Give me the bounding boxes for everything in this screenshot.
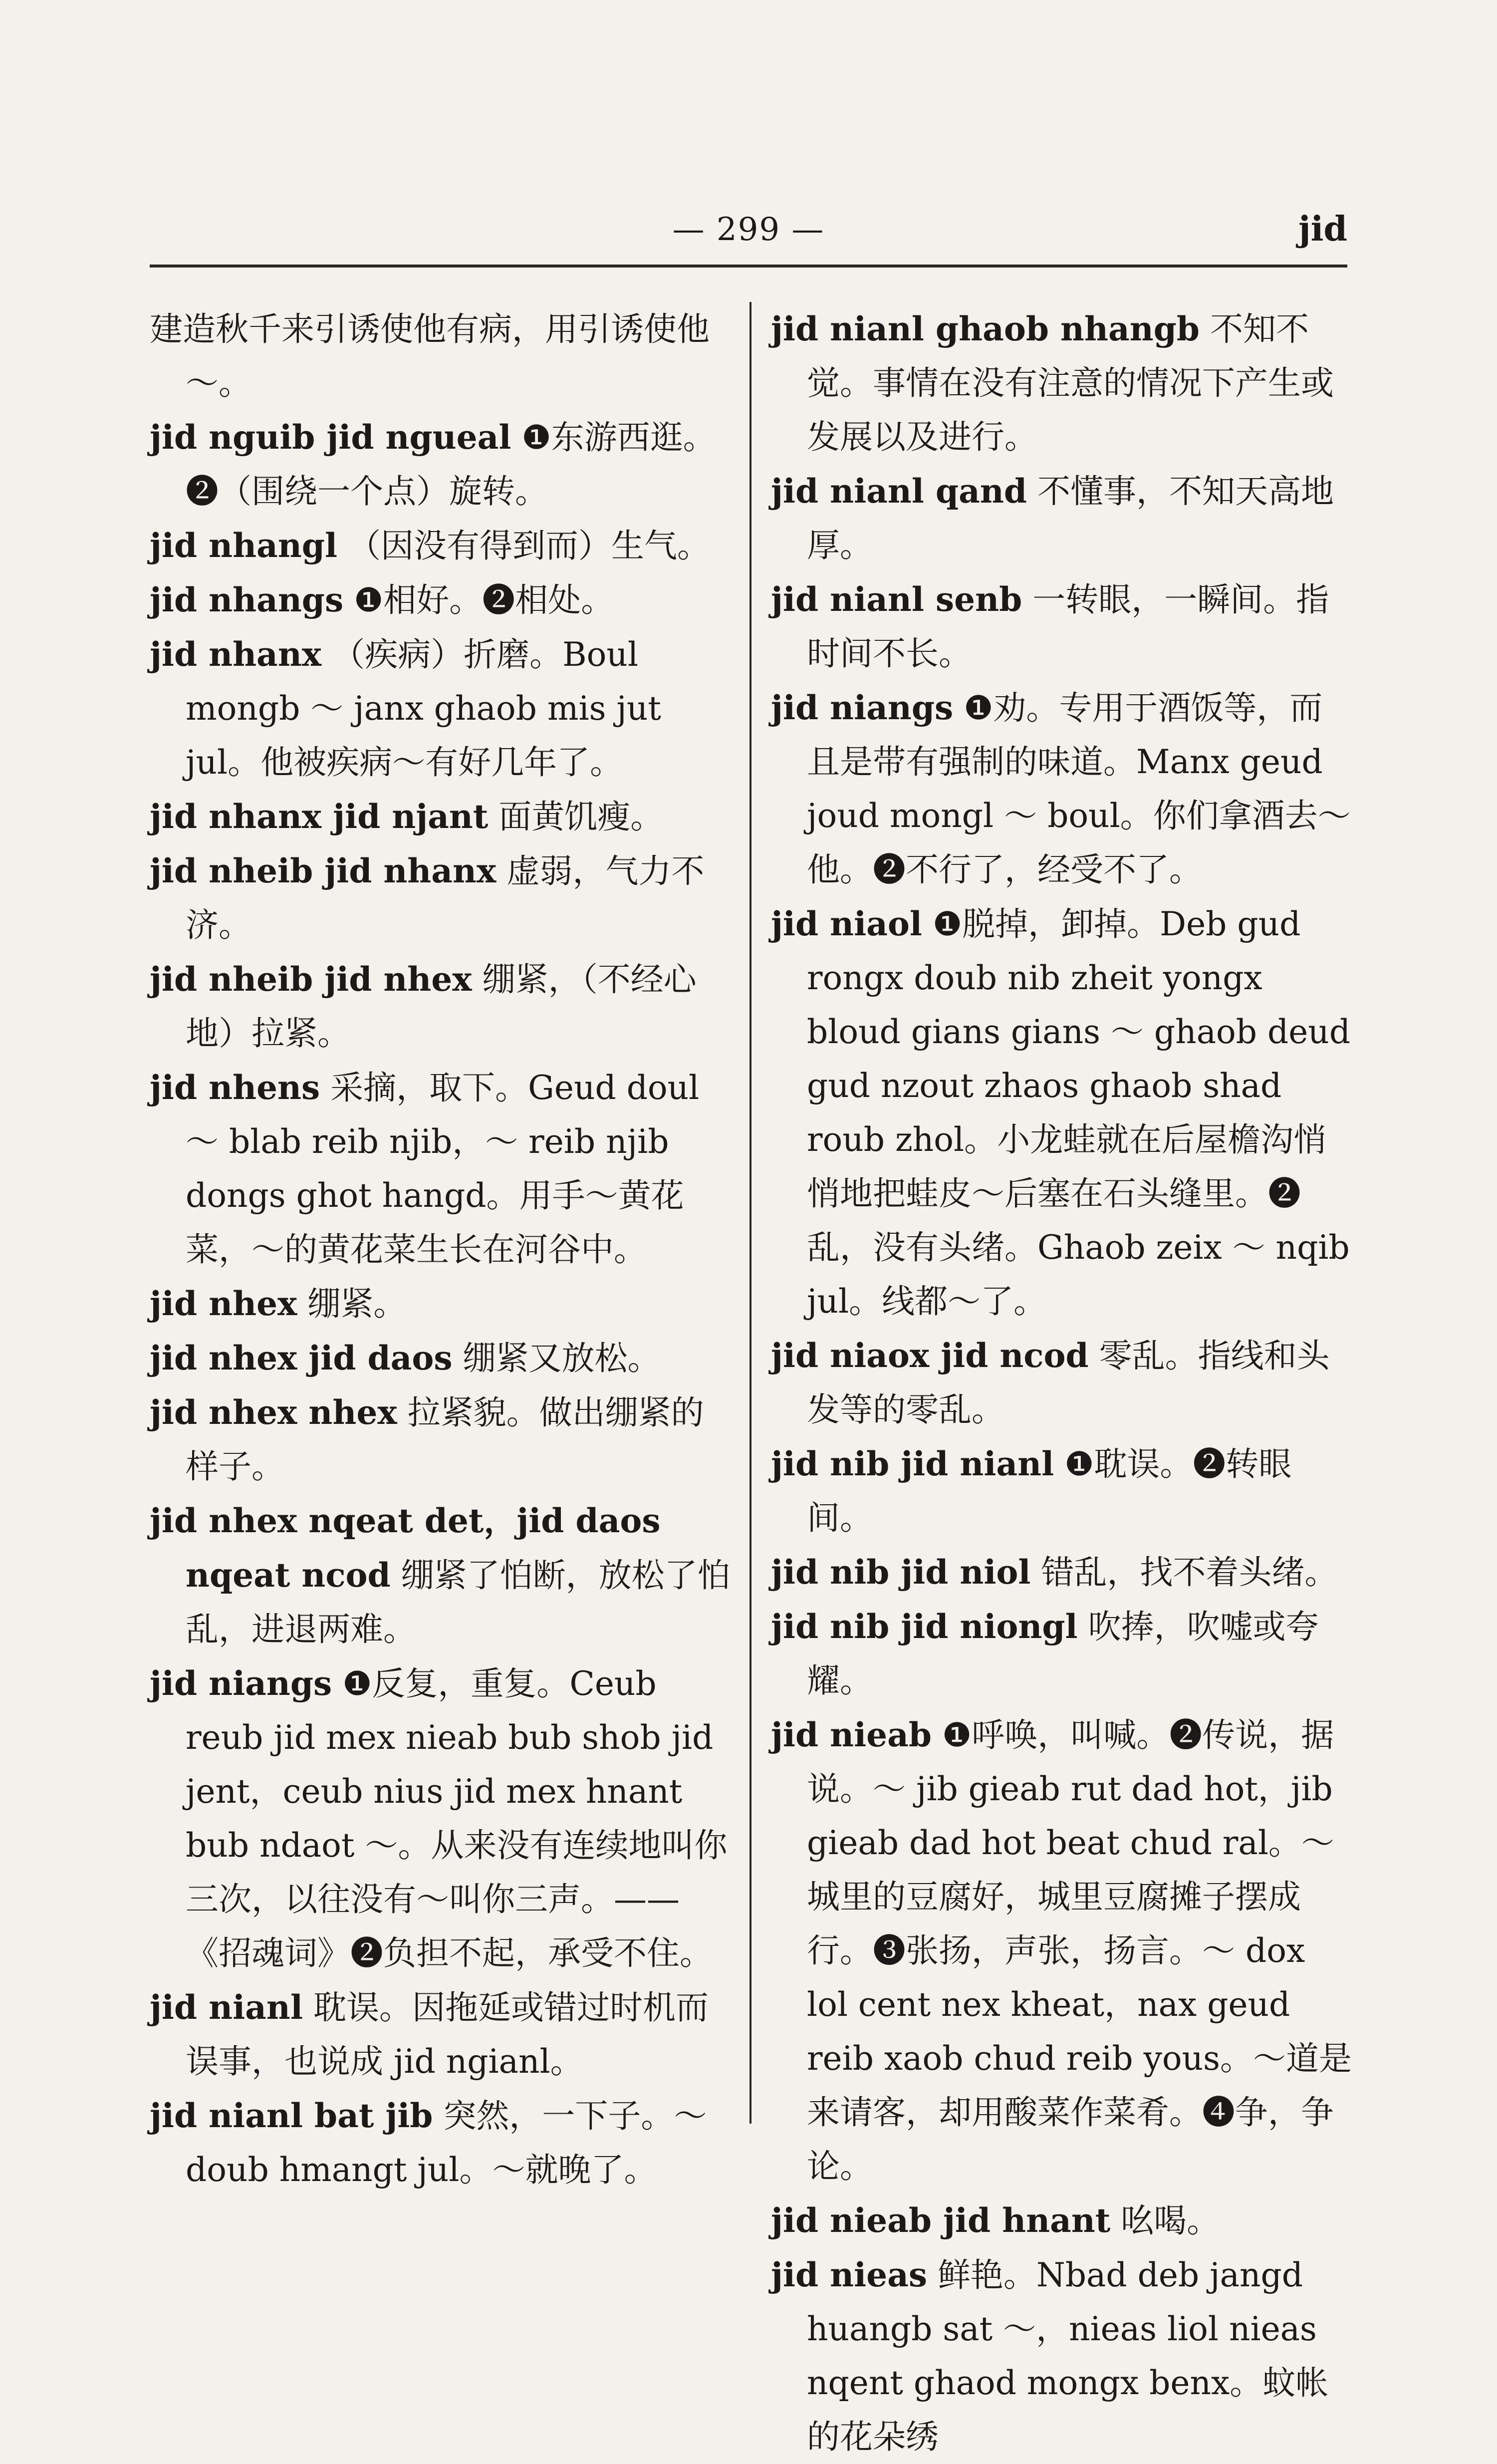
entry-headword: jid nhex <box>150 1284 297 1323</box>
dictionary-entry <box>150 1656 731 1980</box>
entry-headword: jid nhex nqeat det，jid daos nqeat ncod <box>150 1501 661 1595</box>
guide-word: jid <box>1298 209 1347 249</box>
entry-headword: jid nheib jid nhex <box>150 960 472 999</box>
entry-headword: jid nianl <box>150 1988 303 2027</box>
entry-headword: jid nhanx jid njant <box>150 797 489 836</box>
dictionary-entry <box>150 302 731 410</box>
entry-definition: 面黄饥瘦。 <box>499 798 664 836</box>
entry-headword: jid nhangs <box>150 580 344 619</box>
dictionary-entry <box>150 844 731 952</box>
entry-definition: 拉紧貌。做出绷紧的样子。 <box>186 1393 704 1486</box>
dictionary-entry <box>150 410 731 519</box>
entry-headword: jid niangs <box>150 1664 332 1703</box>
left-column <box>150 302 731 2189</box>
entry-definition: ❶东游西逛。❷（围绕一个点）旋转。 <box>186 418 716 511</box>
entry-definition: 采摘，取下。Geud doul ～ blab reib njib，～ reib njib dongs ghot hangd。用手～黄花菜，～的黄花菜生长在河谷中。 <box>186 1069 700 1269</box>
entry-definition: 绷紧，（不经心地）拉紧。 <box>186 960 697 1053</box>
entry-definition: 绷紧。 <box>307 1285 407 1323</box>
entry-definition: 不懂事，不知天高地厚。 <box>807 472 1334 564</box>
entry-definition: ❶劝。专用于酒饭等，而且是带有强制的味道。Manx geud joud mongl ～ boul。你们拿酒去～他。❷不行了，经受不了。 <box>807 689 1351 889</box>
entry-headword: jid nhangl <box>150 526 338 565</box>
dictionary-entry <box>150 790 731 844</box>
entry-definition: ❶反复，重复。Ceub reub jid mex nieab bub shob jid jent，ceub nius jid mex hnant bub ndaot ～。从来没有连续地叫你三次，以往没有～叫你三声。——《招魂词》❷负担不起，承受不住。 <box>186 1664 728 1972</box>
entry-definition: 突然，一下子。～doub hmangt jul。～就晚了。 <box>186 2097 707 2189</box>
dictionary-entry <box>150 627 731 790</box>
entry-definition: 不知不觉。事情在没有注意的情况下产生或发展以及进行。 <box>807 310 1334 456</box>
entry-definition: ❶脱掉，卸掉。Deb gud rongx doub nib zheit yongx bloud gians gians ～ ghaob deud gud nzout zhaos ghaob shad roub zhol。小龙蛙就在后屋檐沟悄悄地把蛙皮～后塞在石头缝里。❷乱，没有头绪。Ghaob zeix ～ nqib jul。线都～了。 <box>807 905 1351 1321</box>
entry-definition: 绷紧又放松。 <box>463 1339 661 1377</box>
dictionary-entry <box>150 2089 731 2197</box>
dictionary-entry <box>771 681 1352 897</box>
entry-headword: jid nib jid niongl <box>771 1607 1078 1646</box>
entry-definition: （因没有得到而）生气。 <box>348 527 711 565</box>
dictionary-entry <box>150 573 731 627</box>
entry-headword: jid nhens <box>150 1068 320 1107</box>
entry-definition: ❶耽误。❷转眼间。 <box>807 1445 1292 1537</box>
page-header <box>150 202 1347 262</box>
entry-headword: jid nhanx <box>150 635 322 674</box>
entry-headword: jid nib jid niol <box>771 1553 1031 1592</box>
dictionary-entry <box>771 1708 1352 2193</box>
dictionary-entry <box>771 2193 1352 2248</box>
entry-headword: jid nhex nhex <box>150 1393 397 1432</box>
header-rule <box>150 265 1347 268</box>
entry-headword: jid nianl bat jib <box>150 2096 433 2135</box>
entry-headword: jid nianl ghaob nhangb <box>771 309 1200 348</box>
entry-definition: ❶呼唤，叫喊。❷传说，据说。～ jib gieab rut dad hot，jib gieab dad hot beat chud ral。～ 城里的豆腐好，城里豆腐摊子摆成行。❸张扬，声张，扬言。～ dox lol cent nex kheat，nax geud reib xaob chud reib yous。～道是来请客，却用酸菜作菜肴。❹争，争论。 <box>807 1716 1352 2186</box>
entry-definition: 零乱。指线和头发等的零乱。 <box>807 1337 1330 1429</box>
entry-definition: 绷紧了怕断，放松了怕乱，进退两难。 <box>186 1556 731 1648</box>
entry-headword: jid nguib jid ngueal <box>150 418 511 457</box>
dictionary-entry <box>150 1331 731 1385</box>
dictionary-entry <box>150 1277 731 1331</box>
entry-headword: jid nheib jid nhanx <box>150 851 497 890</box>
entry-headword: jid nib jid nianl <box>771 1444 1054 1483</box>
entry-headword: jid niangs <box>771 688 954 727</box>
entry-headword: jid nianl senb <box>771 580 1022 619</box>
entry-definition: 吆喝。 <box>1121 2201 1220 2240</box>
dictionary-entry <box>150 1494 731 1656</box>
entry-definition: 虚弱，气力不济。 <box>186 852 705 944</box>
entry-definition: （疾病）折磨。Boul mongb ～ janx ghaob mis jut jul。他被疾病～有好几年了。 <box>186 635 661 782</box>
entry-definition: 吹捧，吹嘘或夸耀。 <box>807 1608 1319 1700</box>
page-number: — 299 — <box>672 211 825 248</box>
entry-headword: jid nhex jid daos <box>150 1339 453 1377</box>
entry-headword: jid nieab <box>771 1715 932 1754</box>
entry-definition: 鲜艳。Nbad deb jangd huangb sat ～，nieas liol nieas nqent ghaod mongx benx。蚊帐的花朵绣 <box>807 2256 1329 2456</box>
dictionary-entry <box>771 1545 1352 1600</box>
column-divider <box>749 302 751 2124</box>
dictionary-entry <box>771 302 1352 464</box>
dictionary-entry <box>771 1600 1352 1708</box>
entry-headword: jid niaol <box>771 904 922 943</box>
dictionary-entry <box>771 2248 1352 2464</box>
dictionary-entry <box>771 1329 1352 1437</box>
dictionary-entry <box>150 1980 731 2089</box>
entry-definition: 建造秋千来引诱使他有病，用引诱使他～。 <box>150 310 710 402</box>
dictionary-entry <box>150 1061 731 1277</box>
dictionary-entry <box>150 519 731 573</box>
entry-definition: 耽误。因拖延或错过时机而误事，也说成 jid ngianl。 <box>186 1988 709 2081</box>
entry-definition: ❶相好。❷相处。 <box>354 581 614 619</box>
entry-headword: jid nieas <box>771 2255 928 2294</box>
right-column <box>771 302 1352 2456</box>
dictionary-entry <box>771 464 1352 572</box>
entry-headword: jid niaox jid ncod <box>771 1336 1089 1375</box>
dictionary-entry <box>150 1385 731 1494</box>
entry-headword: jid nieab jid hnant <box>771 2201 1111 2240</box>
entry-definition: 一转眼，一瞬间。指时间不长。 <box>807 580 1329 673</box>
dictionary-entry <box>150 952 731 1061</box>
dictionary-entry <box>771 572 1352 681</box>
entry-headword: jid nianl qand <box>771 472 1027 511</box>
dictionary-entry <box>771 897 1352 1329</box>
dictionary-entry <box>771 1437 1352 1545</box>
entry-definition: 错乱，找不着头绪。 <box>1041 1553 1338 1592</box>
